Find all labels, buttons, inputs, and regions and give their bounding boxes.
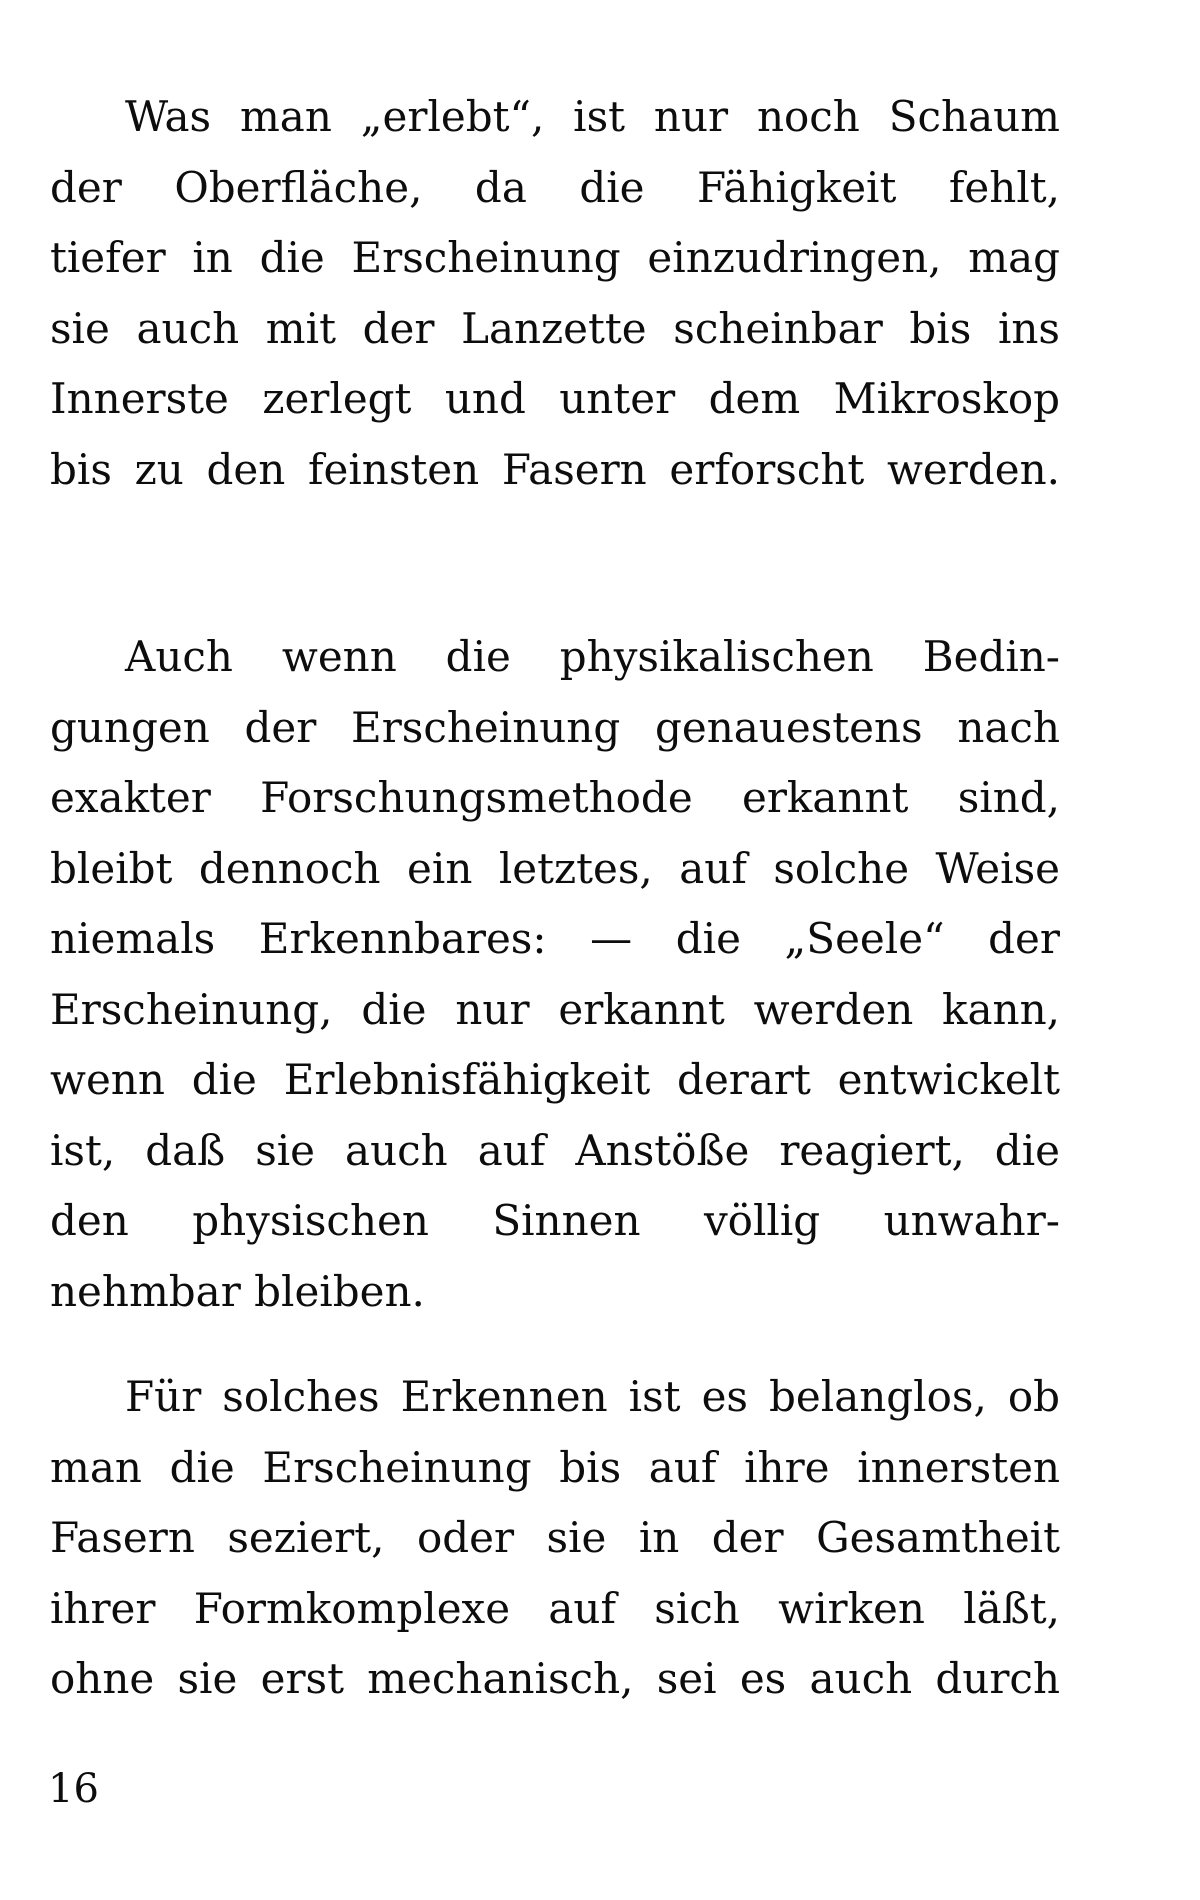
text-line: Innerste zerlegt und unter dem Mikroskop [50, 374, 1060, 423]
text-line: Fasern seziert, oder sie in der Gesamtheit [50, 1513, 1060, 1562]
text-line: Für solches Erkennen ist es belanglos, ob [125, 1372, 1060, 1421]
paragraph-3 [50, 1362, 1060, 1715]
text-line: ihrer Formkomplexe auf sich wirken läßt, [50, 1583, 1060, 1633]
text-line: der Oberfläche, da die Fähigkeit fehlt, [50, 162, 1060, 212]
text-line: tiefer in die Erscheinung einzudringen, mag [50, 233, 1060, 282]
text-line: den physischen Sinnen völlig unwahr- [50, 1196, 1060, 1245]
page-number: 16 [48, 1766, 99, 1812]
text-line: ist, daß sie auch auf Anstöße reagiert, die [50, 1125, 1060, 1175]
text-line: man die Erscheinung bis auf ihre innersten [50, 1442, 1060, 1492]
text-line: sie auch mit der Lanzette scheinbar bis ins [50, 303, 1060, 353]
text-line: Auch wenn die physikalischen Bedin- [125, 632, 1060, 681]
paragraph-1 [50, 82, 1060, 505]
text-line: bleibt dennoch ein letztes, auf solche Weise [50, 843, 1060, 893]
text-line: Erscheinung, die nur erkannt werden kann, [50, 984, 1060, 1034]
paragraph-2 [50, 622, 1060, 1327]
text-line: niemals Erkennbares: — die „Seele“ der [50, 914, 1060, 963]
text-line: nehmbar bleiben. [50, 1266, 425, 1316]
text-line: wenn die Erlebnisfähigkeit derart entwickelt [50, 1055, 1060, 1104]
text-line: exakter Forschungsmethode erkannt sind, [50, 773, 1060, 822]
text-line: bis zu den feinsten Fasern erforscht werden. [50, 444, 1060, 494]
text-line: gungen der Erscheinung genauestens nach [50, 702, 1060, 752]
text-line: Was man „erlebt“, ist nur noch Schaum [125, 92, 1060, 141]
text-line: ohne sie erst mechanisch, sei es auch durch [50, 1654, 1060, 1703]
